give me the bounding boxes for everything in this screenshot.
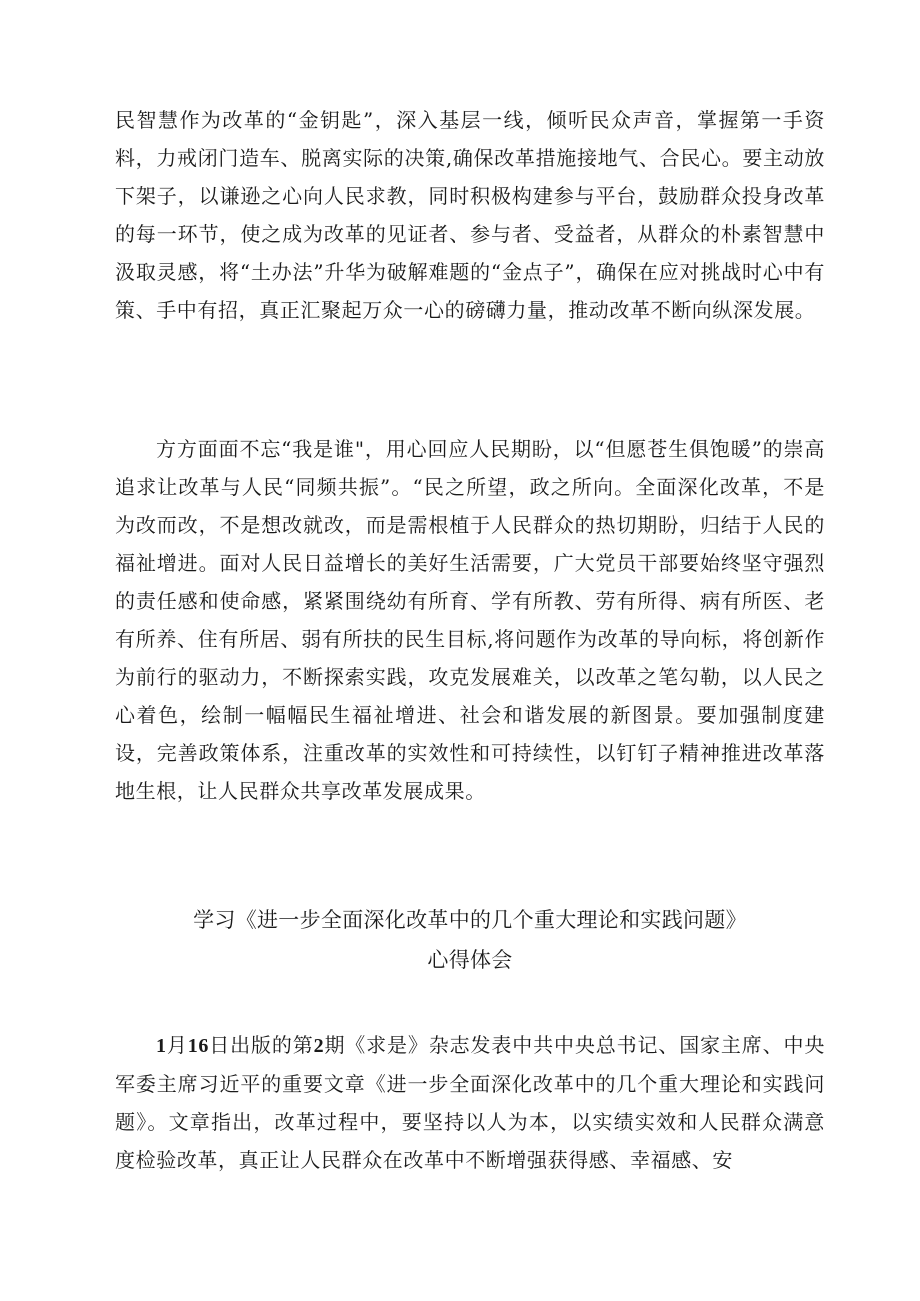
issue-number: 2 bbox=[313, 1035, 325, 1057]
text-segment: 日出版的第 bbox=[208, 1033, 314, 1057]
article-title-line-1: 学习《进一步全面深化改革中的几个重大理论和实践问题》 bbox=[193, 908, 747, 932]
article-title-line-2: 心得体会 bbox=[427, 948, 513, 972]
text-segment: 月 bbox=[166, 1033, 188, 1057]
date-month-number: 1 bbox=[156, 1035, 167, 1057]
body-paragraph-3 bbox=[115, 1026, 825, 1179]
text-segment: 期《求是》杂志发表中共中央总书记、国家主席、中央军委主席习近平的重要文章《进一步全面深化改革中的几个重大理论和实践问题》。文章指出，改革过程中，要坚持以人为本，以实绩实效和人民群众满意度检验改革，真正让人民群众在改革中不断增强获得感、幸福感、安 bbox=[115, 1033, 825, 1172]
article-title bbox=[115, 900, 825, 980]
body-paragraph-2: 方方面面不忘“我是谁"，用心回应人民期盼，以“但愿苍生俱饱暖”的崇高追求让改革与人民“同频共振”。“民之所望，政之所向。全面深化改革，不是为改而改，不是想改就改，而是需根植于人民群众的热切期盼，归结于人民的福祉增进。面对人民日益增长的美好生活需要，广大党员干部要始终坚守强烈的责任感和使命感，紧紧围绕幼有所育、学有所教、劳有所得、病有所医、老有所养、住有所居、弱有所扶的民生目标,将问题作为改革的导向标，将创新作为前行的驱动力，不断探索实践，攻克发展难关，以改革之笔勾勒，以人民之心着色，绘制一幅幅民生福祉增进、社会和谐发展的新图景。要加强制度建设，完善政策体系，注重改革的实效性和可持续性，以钉钉子精神推进改革落地生根，让人民群众共享改革发展成果。 bbox=[115, 437, 825, 803]
date-day-number: 16 bbox=[187, 1035, 209, 1057]
body-paragraph-1: 民智慧作为改革的“金钥匙”，深入基层一线，倾听民众声音，掌握第一手资料，力戒闭门造车、脱离实际的决策,确保改革措施接地气、合民心。要主动放下架子，以谦逊之心向人民求教，同时积极构建参与平台，鼓励群众投身改革的每一环节，使之成为改革的见证者、参与者、受益者，从群众的朴素智慧中汲取灵感，将“土办法”升华为破解难题的“金点子”，确保在应对挑战时心中有策、手中有招，真正汇聚起万众一心的磅礴力量，推动改革不断向纵深发展。 bbox=[115, 108, 825, 322]
